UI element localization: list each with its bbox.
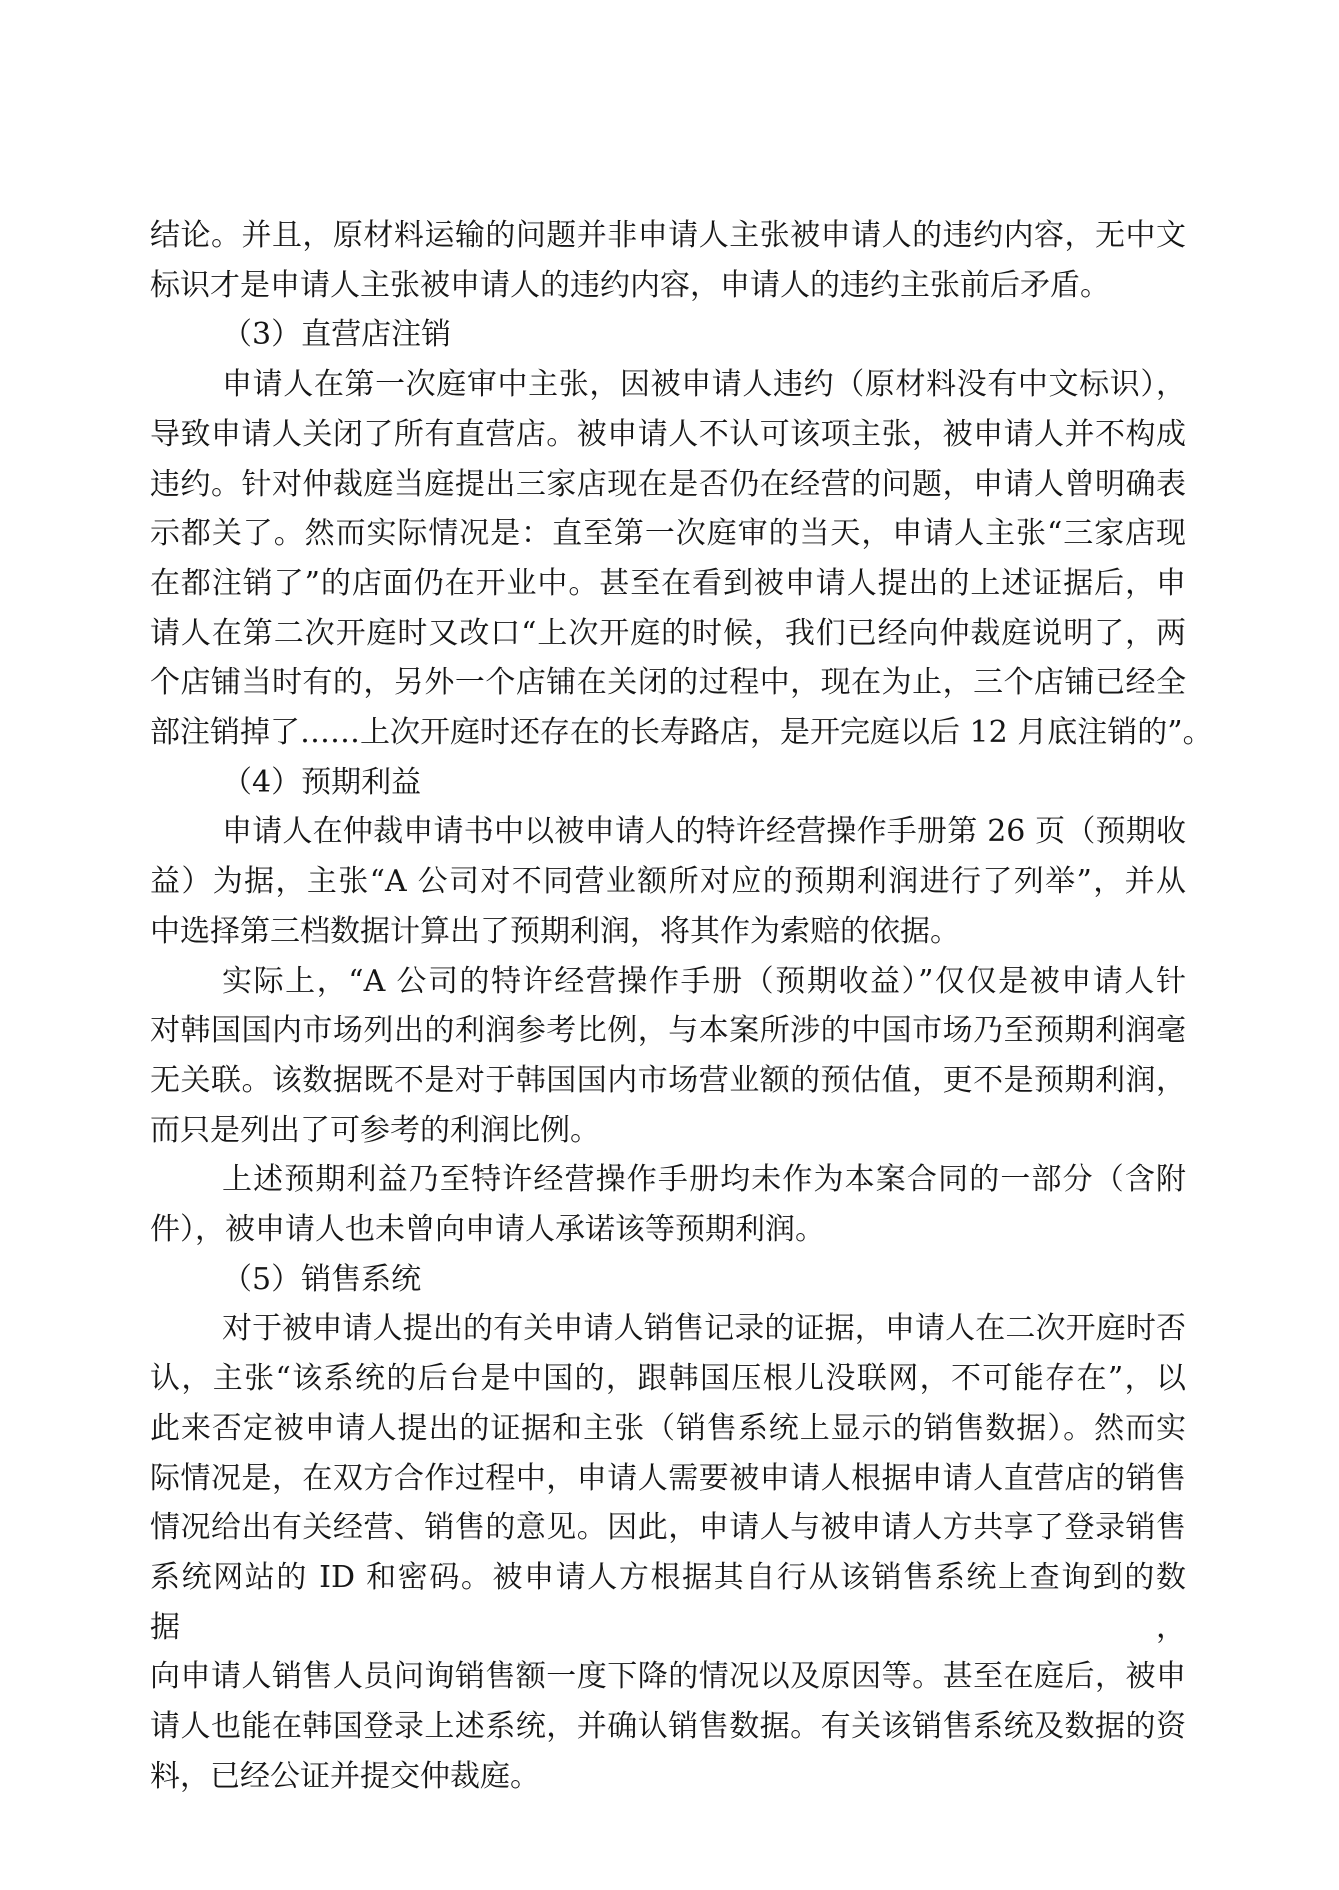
text-line: 件），被申请人也未曾向申请人承诺该等预期利润。 xyxy=(150,1212,825,1248)
text-line: 无关联。该数据既不是对于韩国国内市场营业额的预估值，更不是预期利润， xyxy=(150,1062,1186,1098)
text-line: 导致申请人关闭了所有直营店。被申请人不认可该项主张，被申请人并不构成 xyxy=(150,416,1186,452)
text-line: 实际上，“A 公司的特许经营操作手册（预期收益）”仅仅是被申请人针 xyxy=(222,963,1186,999)
text-line: 系统网站的 ID 和密码。被申请人方根据其自行从该销售系统上查询到的数据， xyxy=(150,1559,1186,1645)
text-line: 认，主张“该系统的后台是中国的，跟韩国压根儿没联网，不可能存在”，以 xyxy=(150,1361,1186,1397)
text-line: 中选择第三档数据计算出了预期利润，将其作为索赔的依据。 xyxy=(150,913,960,949)
text-line: 料，已经公证并提交仲裁庭。 xyxy=(150,1758,540,1794)
text-line: 部注销掉了……上次开庭时还存在的长寿路店，是开完庭以后 12 月底注销的”。 xyxy=(150,715,1213,751)
text-line: 在都注销了”的店面仍在开业中。甚至在看到被申请人提出的上述证据后，申 xyxy=(150,565,1186,601)
text-line: 结论。并且，原材料运输的问题并非申请人主张被申请人的违约内容，无中文 xyxy=(150,218,1186,253)
text-line: 请人在第二次开庭时又改口“上次开庭的时候，我们已经向仲裁庭说明了，两 xyxy=(150,615,1186,651)
text-line: 益）为据，主张“A 公司对不同营业额所对应的预期利润进行了列举”，并从 xyxy=(150,864,1186,900)
text-line: 对韩国国内市场列出的利润参考比例，与本案所涉的中国市场乃至预期利润毫 xyxy=(150,1013,1186,1049)
text-line: 示都关了。然而实际情况是：直至第一次庭审的当天，申请人主张“三家店现 xyxy=(150,516,1186,552)
text-line: 际情况是，在双方合作过程中，申请人需要被申请人根据申请人直营店的销售 xyxy=(150,1460,1186,1496)
text-line: （5）销售系统 xyxy=(222,1261,422,1297)
text-line: 请人也能在韩国登录上述系统，并确认销售数据。有关该销售系统及数据的资 xyxy=(150,1709,1186,1745)
text-block xyxy=(150,211,1213,1802)
text-line: 申请人在第一次庭审中主张，因被申请人违约（原材料没有中文标识）， xyxy=(222,367,1186,403)
text-line: （4）预期利益 xyxy=(222,764,422,800)
text-line: 对于被申请人提出的有关申请人销售记录的证据，申请人在二次开庭时否 xyxy=(222,1311,1186,1347)
text-line: 而只是列出了可参考的利润比例。 xyxy=(150,1112,600,1148)
text-line: 向申请人销售人员问询销售额一度下降的情况以及原因等。甚至在庭后，被申 xyxy=(150,1659,1186,1695)
text-line: 个店铺当时有的，另外一个店铺在关闭的过程中，现在为止，三个店铺已经全 xyxy=(150,665,1186,701)
text-line: 上述预期利益乃至特许经营操作手册均未作为本案合同的一部分（含附 xyxy=(222,1162,1186,1198)
text-line: 申请人在仲裁申请书中以被申请人的特许经营操作手册第 26 页（预期收 xyxy=(222,814,1186,850)
text-line: 此来否定被申请人提出的证据和主张（销售系统上显示的销售数据）。然而实 xyxy=(150,1410,1186,1446)
text-line: 违约。针对仲裁庭当庭提出三家店现在是否仍在经营的问题，申请人曾明确表 xyxy=(150,466,1186,502)
text-line: （3）直营店注销 xyxy=(222,317,452,353)
text-line: 标识才是申请人主张被申请人的违约内容，申请人的违约主张前后矛盾。 xyxy=(150,267,1110,303)
text-line: 情况给出有关经营、销售的意见。因此，申请人与被申请人方共享了登录销售 xyxy=(150,1510,1186,1546)
